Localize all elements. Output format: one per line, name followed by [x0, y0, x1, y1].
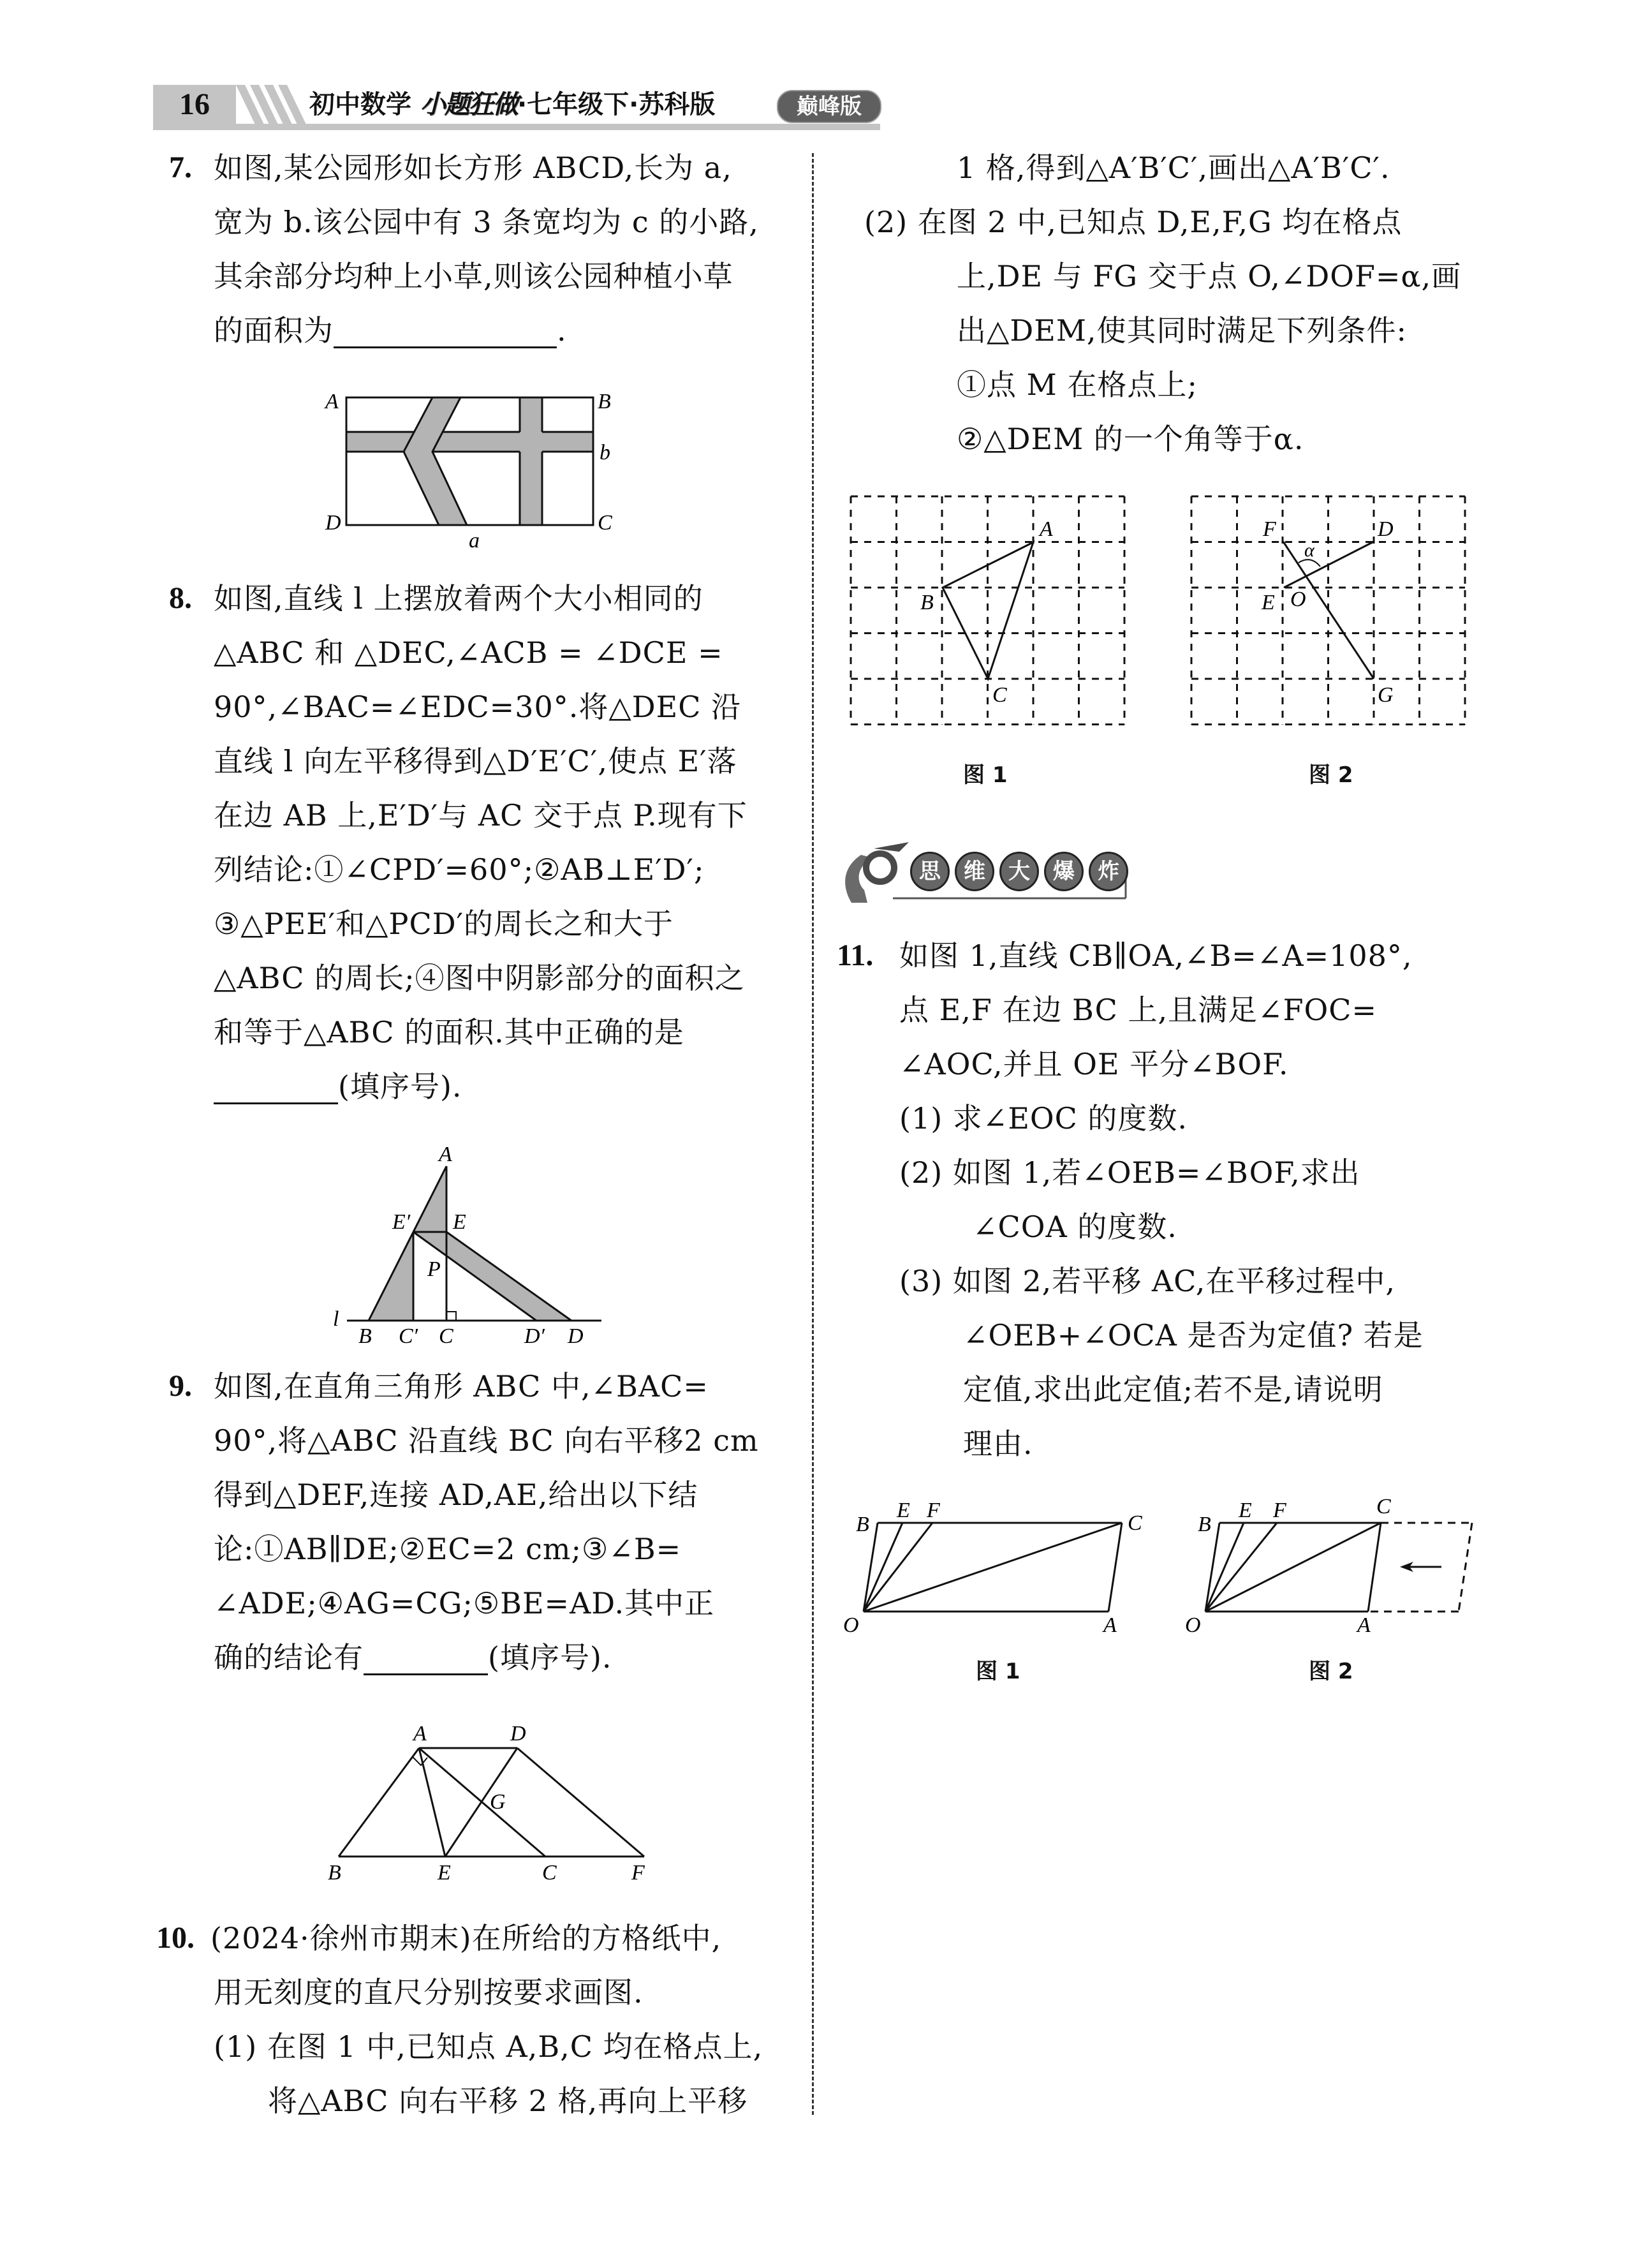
question-line: 理由. [963, 1427, 1033, 1461]
label-C: C [439, 1324, 453, 1348]
label-E: E [453, 1210, 466, 1234]
question-line: ∠AOC,并且 OE 平分∠BOF. [899, 1047, 1289, 1081]
arrow-left-icon [1400, 1562, 1441, 1572]
grid-figure-1 [836, 485, 1142, 753]
label-A: A [325, 390, 339, 413]
question-number: 10. [156, 1921, 195, 1955]
question-line: 如图,直线 l 上摆放着两个大小相同的 [214, 581, 703, 616]
question-line: △ABC 和 △DEC,∠ACB = ∠DCE = [214, 635, 723, 670]
label-l: l [333, 1307, 339, 1331]
question-text: 确的结论有 [214, 1640, 364, 1675]
question-line: 将△ABC 向右平移 2 格,再向上平移 [268, 2084, 748, 2118]
column-divider [812, 153, 814, 2115]
label-alpha: α [1304, 540, 1314, 561]
right-triangle-translation-figure [319, 1710, 676, 1888]
question-line: (2) 如图 1,若∠OEB=∠BOF,求出 [899, 1155, 1360, 1190]
question-line [214, 1640, 612, 1675]
label-C: C [1376, 1495, 1391, 1518]
banner-char: 爆 [1044, 852, 1084, 891]
label-B: B [1198, 1513, 1211, 1536]
answer-blank[interactable] [214, 1074, 338, 1104]
book-title [309, 85, 715, 124]
question-text: (填序号). [488, 1640, 612, 1675]
label-E: E [1262, 591, 1275, 614]
label-A: A [439, 1143, 452, 1166]
question-line: 列结论:①∠CPD′=60°;②AB⊥E′D′; [214, 852, 705, 887]
question-line: ①点 M 在格点上; [957, 367, 1198, 402]
label-O: O [1185, 1613, 1201, 1633]
label-C: C [992, 683, 1007, 707]
label-b: b [600, 441, 610, 464]
question-line: 如图,某公园形如长方形 ABCD,长为 a, [214, 151, 732, 185]
question-line: 90°,∠BAC=∠EDC=30°.将△DEC 沿 [214, 690, 742, 724]
edition-badge: 巅峰版 [777, 90, 881, 123]
question-line: 点 E,F 在边 BC 上,且满足∠FOC= [899, 993, 1377, 1027]
label-F: F [1263, 517, 1276, 541]
figure-caption: 图 1 [963, 762, 1008, 788]
label-F: F [1273, 1499, 1286, 1522]
question-line: ∠COA 的度数. [973, 1210, 1177, 1244]
label-D: D [325, 511, 341, 535]
question-line [214, 1069, 462, 1104]
label-O: O [843, 1613, 859, 1633]
banner-char: 思 [910, 852, 950, 891]
question-line: 定值,求出此定值;若不是,请说明 [963, 1372, 1383, 1407]
label-A: A [413, 1722, 427, 1745]
page-number: 16 [179, 87, 210, 121]
banner-char: 维 [955, 852, 994, 891]
question-line: 在边 AB 上,E′D′与 AC 交于点 P.现有下 [214, 798, 747, 833]
figure-caption: 图 2 [1309, 1659, 1353, 1684]
question-line [214, 313, 567, 348]
question-line: 如图 1,直线 CB∥OA,∠B=∠A=108°, [899, 938, 1413, 973]
question-line: 论:①AB∥DE;②EC=2 cm;③∠B= [214, 1532, 682, 1566]
question-line: 得到△DEF,连接 AD,AE,给出以下结 [214, 1478, 698, 1512]
question-line: (2) 在图 2 中,已知点 D,E,F,G 均在格点 [864, 205, 1402, 239]
question-line: 如图,在直角三角形 ABC 中,∠BAC= [214, 1369, 709, 1404]
label-E: E [438, 1861, 451, 1885]
label-B: B [598, 390, 611, 413]
brand-logo: 小题狂做 [420, 90, 517, 119]
label-A: A [1357, 1613, 1371, 1633]
label-F: F [631, 1861, 645, 1885]
label-E: E [1239, 1499, 1252, 1522]
figure-caption: 图 1 [976, 1659, 1020, 1684]
question-line: 其余部分均种上小草,则该公园种植小草 [214, 259, 733, 293]
label-G: G [1378, 683, 1394, 707]
park-figure [313, 376, 631, 555]
parallelogram-figure-1 [836, 1480, 1180, 1633]
question-line: 90°,将△ABC 沿直线 BC 向右平移2 cm [214, 1423, 759, 1458]
question-line: (3) 如图 2,若平移 AC,在平移过程中, [899, 1264, 1395, 1298]
question-text: 的面积为 [214, 313, 334, 348]
question-text: (填序号). [338, 1069, 462, 1104]
label-P: P [427, 1257, 441, 1281]
label-G: G [490, 1790, 506, 1814]
question-line: 1 格,得到△A′B′C′,画出△A′B′C′. [957, 151, 1390, 185]
label-a: a [469, 529, 480, 552]
dashed-grid [851, 496, 1124, 725]
banner-char: 炸 [1089, 852, 1128, 891]
label-A: A [1103, 1613, 1117, 1633]
question-line: △ABC 的周长;④图中阴影部分的面积之 [214, 961, 745, 995]
question-line: ∠OEB+∠OCA 是否为定值? 若是 [963, 1318, 1424, 1353]
label-C: C [1128, 1511, 1142, 1535]
label-B: B [856, 1513, 869, 1536]
question-line: 直线 l 向左平移得到△D′E′C′,使点 E′落 [214, 744, 737, 778]
figure-caption: 图 2 [1309, 762, 1353, 788]
triangle-translation-figure [319, 1123, 612, 1365]
question-line: 上,DE 与 FG 交于点 O,∠DOF=α,画 [957, 259, 1462, 293]
question-line: ∠ADE;④AG=CG;⑤BE=AD.其中正 [214, 1586, 715, 1620]
banner-char: 大 [999, 852, 1039, 891]
question-line: 和等于△ABC 的面积.其中正确的是 [214, 1015, 684, 1049]
question-line: 宽为 b.该公园中有 3 条宽均为 c 的小路, [214, 205, 759, 239]
label-D: D [510, 1722, 526, 1745]
label-E: E [897, 1499, 910, 1522]
label-E-prime: E′ [392, 1210, 411, 1234]
label-O: O [1290, 588, 1306, 611]
label-A: A [1040, 517, 1053, 541]
question-line: (1) 在图 1 中,已知点 A,B,C 均在格点上, [214, 2029, 763, 2064]
parallelogram-figure-2 [1174, 1480, 1492, 1633]
question-line: (2024·徐州市期末)在所给的方格纸中, [210, 1921, 722, 1955]
question-line: ③△PEE′和△PCD′的周长之和大于 [214, 907, 674, 941]
question-text: . [557, 313, 567, 348]
question-line: 出△DEM,使其同时满足下列条件: [957, 313, 1408, 348]
question-number: 11. [837, 938, 874, 972]
answer-blank[interactable] [334, 318, 557, 348]
banner-title [910, 852, 1128, 891]
title-suffix: ·七年级下·苏科版 [517, 90, 716, 119]
label-C: C [598, 511, 612, 535]
label-F: F [927, 1499, 940, 1522]
question-number: 7. [169, 151, 192, 184]
label-D: D [568, 1324, 584, 1348]
label-D: D [1378, 517, 1394, 541]
label-B: B [920, 591, 934, 614]
answer-blank[interactable] [364, 1645, 488, 1675]
label-C-prime: C′ [399, 1324, 418, 1348]
grid-figure-2 [1174, 485, 1480, 753]
question-line: ②△DEM 的一个角等于α. [957, 422, 1304, 456]
question-line: 用无刻度的直尺分别按要求画图. [214, 1975, 644, 2010]
question-line: (1) 求∠EOC 的度数. [899, 1101, 1188, 1136]
question-number: 9. [169, 1369, 192, 1403]
label-B: B [328, 1861, 341, 1885]
question-number: 8. [169, 581, 192, 615]
header-rule [153, 124, 880, 130]
label-D-prime: D′ [524, 1324, 545, 1348]
label-B: B [358, 1324, 372, 1348]
label-C: C [542, 1861, 557, 1885]
title-prefix: 初中数学 [309, 90, 411, 119]
